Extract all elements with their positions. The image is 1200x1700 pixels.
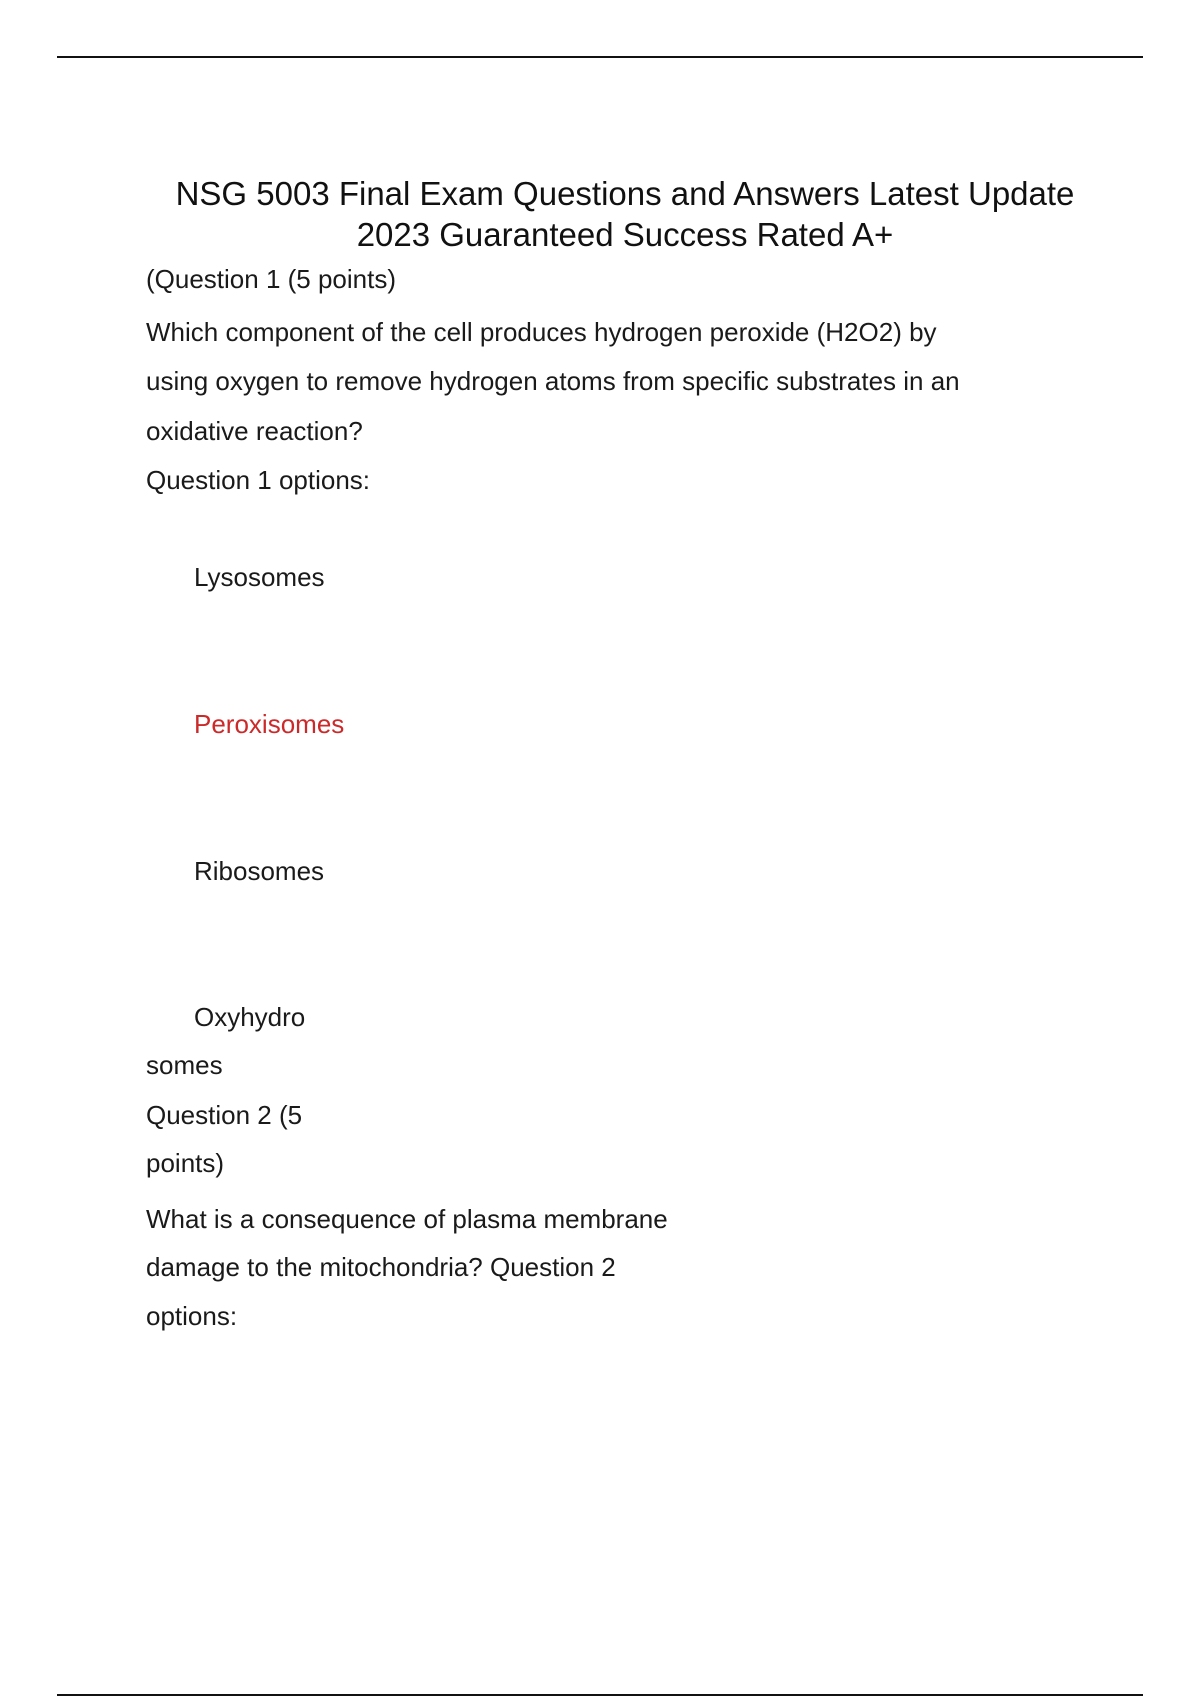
option-lysosomes: Lysosomes [194, 562, 325, 592]
question-2-text-line-1: What is a consequence of plasma membrane [146, 1204, 668, 1234]
question-2-header-line-1: Question 2 (5 [146, 1100, 303, 1130]
top-rule [57, 56, 1143, 58]
question-1-text-line-1: Which component of the cell produces hydrogen peroxide (H2O2) by [146, 317, 937, 347]
option-oxyhydrosomes: Oxyhydro [194, 1002, 306, 1032]
question-2-header-line-2: points) [146, 1148, 225, 1178]
option-peroxisomes-correct: Peroxisomes [194, 709, 345, 739]
question-1-text-line-3: oxidative reaction? [146, 416, 363, 446]
option-ribosomes: Ribosomes [194, 856, 325, 886]
question-2-text-line-2: damage to the mitochondria? Question 2 [146, 1252, 616, 1282]
title-line-1: NSG 5003 Final Exam Questions and Answers Latest Update [175, 175, 1075, 212]
question-1-text-line-2: using oxygen to remove hydrogen atoms from specific substrates in an [146, 366, 960, 396]
question-1-header: (Question 1 (5 points) [146, 264, 397, 294]
bottom-rule [57, 1694, 1143, 1696]
document-title [120, 173, 1130, 255]
title-line-2: 2023 Guaranteed Success Rated A+ [356, 216, 894, 253]
question-1-options-label: Question 1 options: [146, 465, 371, 495]
question-2-text-line-3: options: [146, 1301, 238, 1331]
option-oxyhydrosomes-continuation: somes [146, 1050, 223, 1080]
